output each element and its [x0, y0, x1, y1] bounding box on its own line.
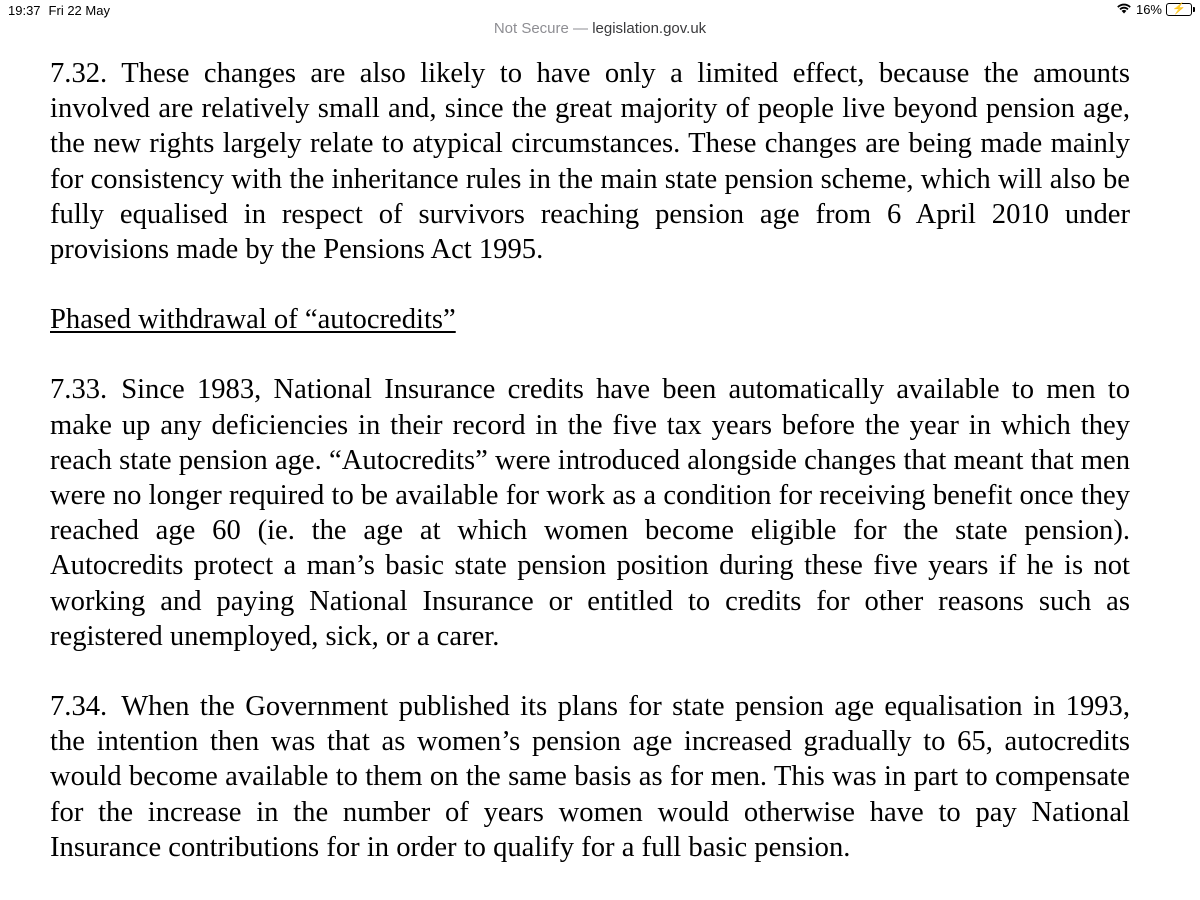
status-left [8, 3, 110, 18]
not-secure-label: Not Secure [493, 20, 569, 37]
paragraph-7-33 [50, 372, 1130, 654]
paragraph-text: Since 1983, National Insurance credits have been automatically available to men to make up any deficiencies in their record in the five tax years before the year in which they reach state pension age. “Autocredits” were introduced alongside changes that meant that men were no longer required to be available for work as a condition for receiving benefit once they reached age 60 (ie. the age at which women become eligible for the state pension). Autocredits protect a man’s basic state pension position during these five years if he is not working and paying National Insurance or entitled to credits for other reasons such as registered unemployed, sick, or a carer. [50, 374, 1130, 652]
paragraph-text: These changes are also likely to have only a limited effect, because the amounts involved are relatively small and, since the great majority of people live beyond pension age, the new rights largely relate to atypical circumstances. These changes are being made mainly for consistency with the inheritance rules in the main state pension scheme, which will also be fully equalised in respect of survivors reaching pension age from 6 April 2010 under provisions made by the Pensions Act 1995. [50, 58, 1130, 266]
address-separator: — [573, 20, 589, 37]
charging-bolt-icon: ⚡ [1172, 3, 1186, 15]
paragraph-text: When the Government published its plans for state pension age equalisation in 1993, the intention then was that as women’s pension age increased gradually to 65, autocredits would become available to them on the same basis as for men. This was in part to compensate for the increase in the number of years women would otherwise have to pay National Insurance contributions for in order to qualify for a full basic pension. [50, 691, 1130, 863]
paragraph-7-32 [50, 56, 1130, 267]
address-domain: legislation.gov.uk [592, 20, 707, 37]
status-date: Fri 22 May [48, 3, 110, 18]
status-time: 19:37 [8, 3, 41, 18]
section-heading: Phased withdrawal of “autocredits” [50, 304, 456, 336]
status-bar [0, 0, 1200, 20]
wifi-icon [1116, 2, 1132, 17]
paragraph-number: 7.32. [50, 58, 108, 89]
paragraph-7-34 [50, 689, 1130, 865]
address-bar[interactable] [0, 20, 1200, 46]
document-body [50, 56, 1130, 865]
status-right [1116, 2, 1192, 17]
paragraph-number: 7.33. [50, 374, 108, 406]
battery-icon [1166, 3, 1192, 16]
battery-percent: 16% [1135, 2, 1162, 17]
paragraph-number: 7.34. [50, 691, 108, 723]
